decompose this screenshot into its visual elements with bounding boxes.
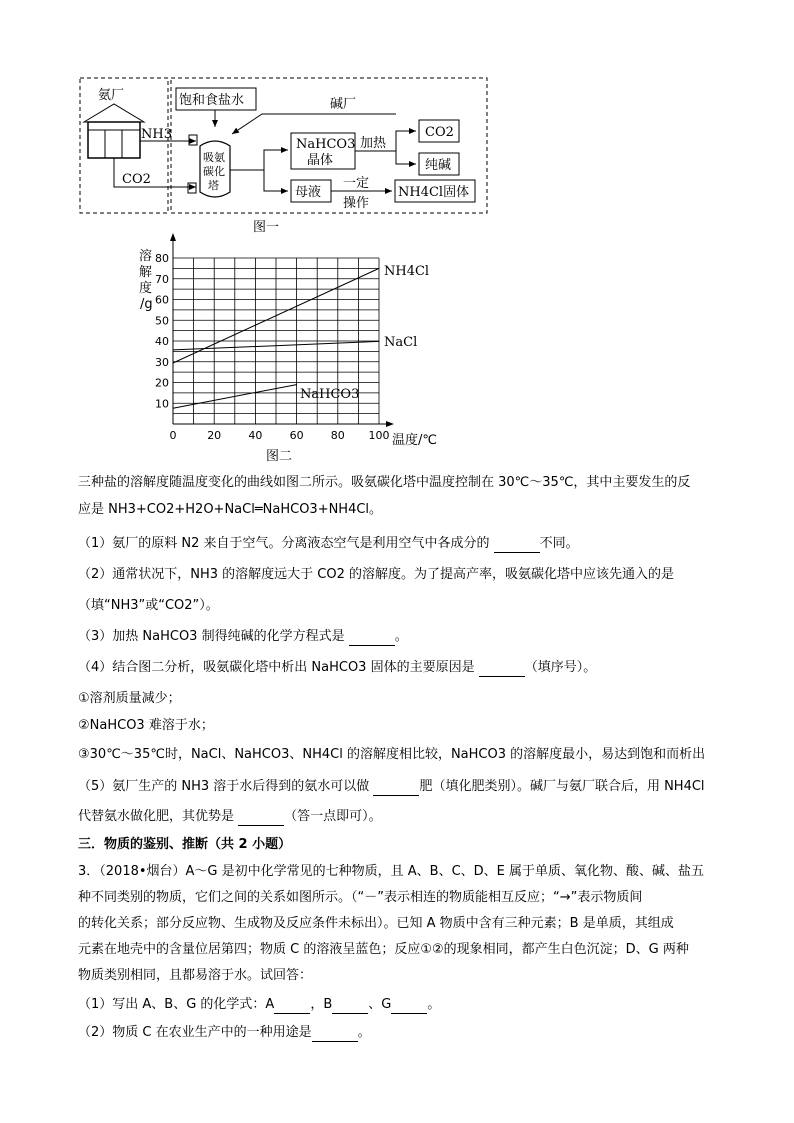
q4-text-end: （填序号）。 bbox=[524, 660, 597, 675]
mother-liquor-label: 母液 bbox=[295, 185, 322, 200]
soda-plant-label: 碱厂 bbox=[330, 97, 357, 112]
question-2-line-2 bbox=[78, 597, 738, 614]
legend-nh4cl: NH4Cl bbox=[384, 264, 430, 279]
y-tick-label: 30 bbox=[155, 355, 169, 369]
q5-text-1: （5）氨厂生产的 NH3 溶于水后得到的氨水可以做 bbox=[78, 779, 374, 794]
q2-text: （填“NH3”或“CO2”）。 bbox=[78, 598, 219, 613]
tower-char-2: 氨 bbox=[214, 151, 225, 164]
process-flow-diagram bbox=[0, 0, 794, 240]
s3q1-blank-b[interactable] bbox=[332, 996, 368, 1014]
q3-answer-blank[interactable] bbox=[349, 628, 395, 646]
q1-text-end: 不同。 bbox=[539, 536, 579, 551]
q4-answer-blank[interactable] bbox=[479, 659, 525, 677]
tower-char-3: 碳 bbox=[203, 165, 214, 178]
x-axis-arrow bbox=[386, 421, 394, 427]
tower-char-4: 化 bbox=[214, 165, 225, 178]
q1-text: （1）氨厂的原料 N2 来自于空气。分离液态空气是利用空气中各成分的 bbox=[78, 536, 494, 551]
y-axis-label-4: /g bbox=[140, 297, 153, 312]
question-5-line-2 bbox=[78, 808, 738, 826]
intro-line-2: 应是 NH3+CO2+H2O+NaCl═NaHCO3+NH4Cl。 bbox=[78, 502, 383, 517]
section-3-heading: 三．物质的鉴别、推断（共 2 小题） bbox=[78, 837, 292, 852]
y-tick-label: 70 bbox=[155, 272, 169, 286]
y-tick-label: 20 bbox=[155, 376, 169, 390]
s3q1-blank-a[interactable] bbox=[274, 996, 310, 1014]
co2-pipe-label: CO2 bbox=[122, 172, 151, 187]
q5-text-2: 肥（填化肥类别）。碱厂与氨厂联合后，用 NH4Cl bbox=[419, 779, 705, 794]
section-3-question-2 bbox=[78, 1024, 738, 1042]
y-tick-label: 80 bbox=[155, 252, 169, 265]
q4-text: （4）结合图二分析，吸氨碳化塔中析出 NaHCO3 固体的主要原因是 bbox=[78, 660, 479, 675]
x-axis-label: 温度/℃ bbox=[392, 433, 437, 448]
tower-char-1: 吸 bbox=[203, 151, 214, 164]
co2-product-label: CO2 bbox=[425, 125, 454, 140]
soda-ash-label: 纯碱 bbox=[425, 158, 452, 173]
s3q2-text-end: 。 bbox=[357, 1025, 371, 1040]
s3q2-text: （2）物质 C 在农业生产中的一种用途是 bbox=[78, 1025, 312, 1040]
question-3 bbox=[78, 628, 738, 646]
y-tick-label: 40 bbox=[155, 335, 169, 348]
intro-line-1: 三种盐的溶解度随温度变化的曲线如图二所示。吸氨碳化塔中温度控制在 30℃～35℃，其中主要发生的反 bbox=[78, 475, 691, 490]
option-2: ②NaHCO3 难溶于水； bbox=[78, 718, 214, 733]
q5-text-3: 代替氨水做化肥，其优势是 bbox=[78, 809, 239, 824]
y-tick-label: 50 bbox=[155, 314, 169, 328]
factory-building-icon bbox=[84, 104, 144, 158]
section-3-question-1 bbox=[78, 996, 738, 1014]
x-tick-label: 40 bbox=[248, 429, 263, 442]
section-3-para-2: 种不同类别的物质，它们之间的关系如图所示。（“－”表示相连的物质能相互反应；“→”表示物质间 bbox=[78, 890, 643, 905]
solubility-chart bbox=[0, 225, 794, 465]
section-3-para-1: 3．（2018•烟台）A～G 是初中化学常见的七种物质，且 A、B、C、D、E 属于单质、氧化物、酸、碱、盐五 bbox=[78, 864, 705, 879]
legend-nacl: NaCl bbox=[384, 335, 418, 350]
q3-text: （3）加热 NaHCO3 制得纯碱的化学方程式是 bbox=[78, 629, 349, 644]
y-axis-label-3: 度 bbox=[139, 281, 153, 296]
section-3-para-3: 的转化关系；部分反应物、生成物及反应条件未标出）。已知 A 物质中含有三种元素；B 是单质，其组成 bbox=[78, 916, 674, 931]
question-2-line-1: （2）通常状况下，NH3 的溶解度远大于 CO2 的溶解度。为了提高产率，吸氨碳化塔中应该先通入的是 bbox=[78, 567, 675, 582]
question-4 bbox=[78, 659, 738, 677]
y-axis-label-1: 溶 bbox=[139, 249, 153, 264]
figure1-caption: 图一 bbox=[253, 220, 280, 235]
x-tick-label: 0 bbox=[169, 429, 177, 442]
q5-answer-blank-1[interactable] bbox=[373, 778, 419, 796]
q5-answer-blank-2[interactable] bbox=[238, 808, 284, 826]
x-tick-label: 100 bbox=[368, 429, 390, 442]
y-tick-label: 60 bbox=[155, 293, 169, 307]
nh3-label: NH3 bbox=[141, 127, 172, 142]
x-tick-label: 20 bbox=[207, 429, 222, 442]
s3q1-text-b: ，B bbox=[310, 997, 333, 1012]
tower-char-5: 塔 bbox=[208, 179, 219, 192]
q5-text-4: （答一点即可）。 bbox=[284, 809, 382, 824]
x-tick-label: 80 bbox=[330, 429, 345, 442]
crystal-label: 晶体 bbox=[307, 153, 334, 168]
s3q2-blank[interactable] bbox=[312, 1024, 358, 1042]
ammonia-plant-label: 氨厂 bbox=[98, 88, 125, 103]
y-axis-label-2: 解 bbox=[139, 265, 153, 280]
heat-label: 加热 bbox=[360, 136, 387, 151]
nh4cl-solid-label: NH4Cl固体 bbox=[398, 185, 470, 200]
figure2-caption: 图二 bbox=[266, 449, 293, 464]
brine-label: 饱和食盐水 bbox=[179, 93, 245, 108]
y-tick-label: 10 bbox=[155, 397, 169, 411]
nahco3-label: NaHCO3 bbox=[296, 137, 356, 152]
section-3-para-5: 物质类别相同，且都易溶于水。试回答： bbox=[78, 968, 313, 983]
q3-text-end: 。 bbox=[394, 629, 408, 644]
question-5-line-1 bbox=[78, 778, 738, 796]
s3q1-text-g: 、G bbox=[368, 997, 392, 1012]
q1-answer-blank[interactable] bbox=[494, 535, 540, 553]
question-1 bbox=[78, 535, 738, 553]
s3q1-text-end: 。 bbox=[427, 997, 441, 1012]
option-3: ③30℃～35℃时，NaCl、NaHCO3、NH4Cl 的溶解度相比较，NaHCO3 的溶解度最小，易达到饱和而析出 bbox=[78, 747, 706, 762]
operation-label-2: 操作 bbox=[343, 196, 370, 211]
section-3-para-4: 元素在地壳中的含量位居第四；物质 C 的溶液呈蓝色；反应①②的现象相同，都产生白色沉淀；D、G 两种 bbox=[78, 942, 689, 957]
option-1: ①溶剂质量减少； bbox=[78, 691, 181, 706]
x-tick-label: 60 bbox=[289, 429, 304, 442]
legend-nahco3: NaHCO3 bbox=[300, 387, 360, 402]
s3q1-text-a: （1）写出 A、B、G 的化学式：A bbox=[78, 997, 275, 1012]
y-axis-arrow bbox=[170, 233, 176, 241]
operation-label-1: 一定 bbox=[343, 176, 370, 191]
s3q1-blank-g[interactable] bbox=[391, 996, 427, 1014]
